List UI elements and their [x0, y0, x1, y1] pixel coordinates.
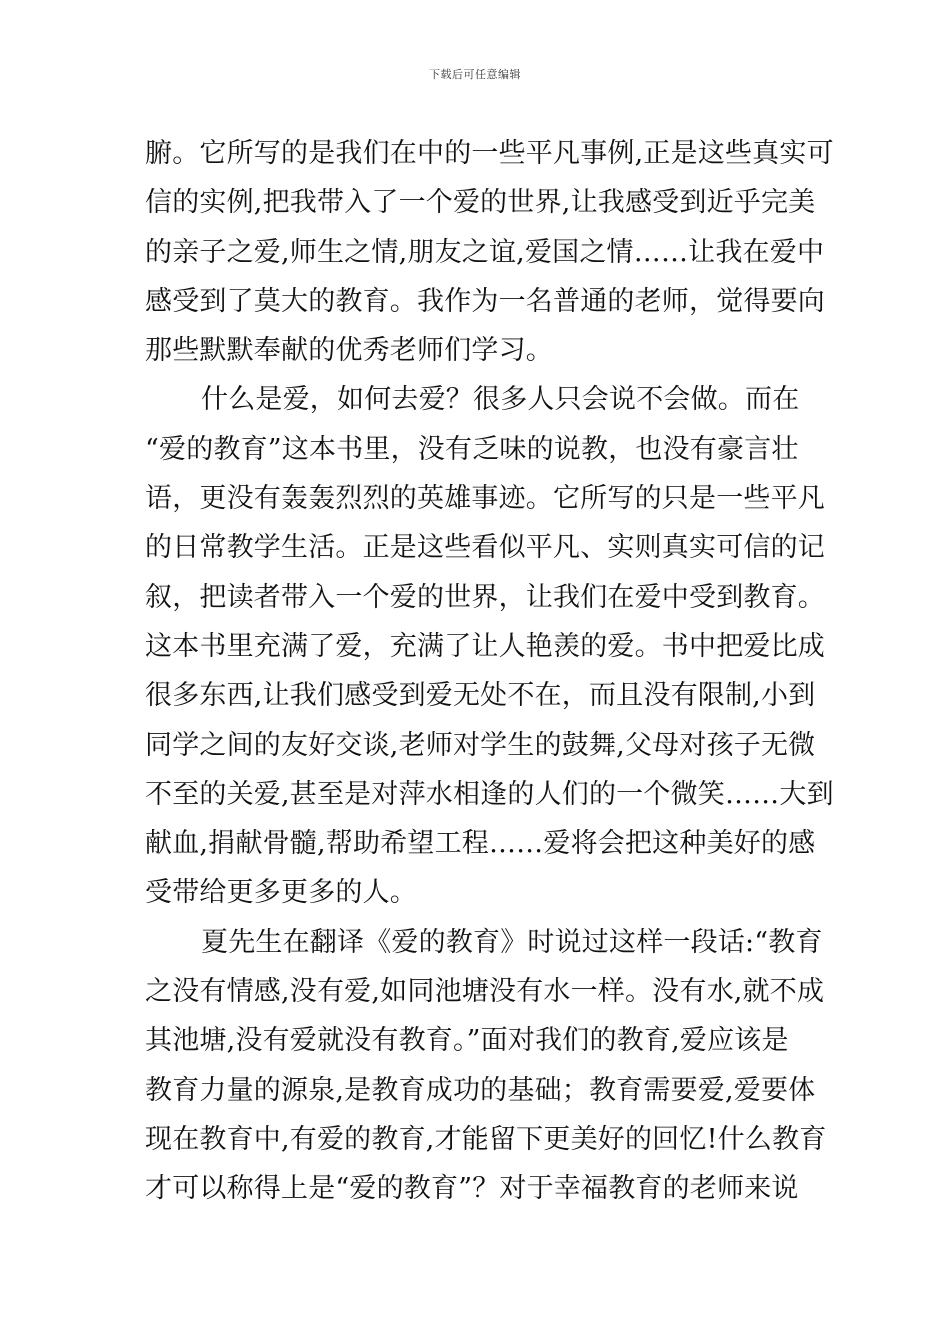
text-line: 现在教育中,有爱的教育,才能留下更美好的回忆!什么教育 [145, 1123, 827, 1155]
text-line: 信的实例,把我带入了一个爱的世界,让我感受到近乎完美 [145, 187, 816, 219]
text-line: 受带给更多更多的人。 [145, 877, 417, 909]
text-line: 教育力量的源泉,是教育成功的基础；教育需要爱,爱要体 [145, 1074, 816, 1106]
text-line: 之没有情感,没有爱,如同池塘没有水一样。没有水,就不成 [145, 976, 825, 1008]
text-line: 同学之间的友好交谈,老师对学生的鼓舞,父母对孩子无微 [145, 729, 816, 761]
text-line: 不至的关爱,甚至是对萍水相逢的人们的一个微笑……大到 [145, 778, 834, 810]
text-line: “爱的教育”这本书里，没有乏味的说教，也没有豪言壮 [145, 433, 799, 465]
text-line: 的亲子之爱,师生之情,朋友之谊,爱国之情……让我在爱中 [145, 236, 825, 268]
text-line: 腑。它所写的是我们在中的一些平凡事例,正是这些真实可 [145, 138, 834, 169]
document-body [145, 129, 834, 1214]
paragraph-2 [145, 375, 834, 917]
text-line: 献血,捐献骨髓,帮助希望工程……爱将会把这种美好的感 [145, 828, 816, 860]
text-line: 才可以称得上是“爱的教育”？对于幸福教育的老师来说 [145, 1173, 799, 1205]
paragraph-1 [145, 129, 834, 375]
text-line: 夏先生在翻译《爱的教育》时说过这样一段话:“教育 [201, 926, 823, 958]
text-line: 感受到了莫大的教育。我作为一名普通的老师，觉得要向 [145, 285, 825, 317]
text-line: 语，更没有轰轰烈烈的英雄事迹。它所写的只是一些平凡 [145, 483, 825, 515]
text-line: 那些默默奉献的优秀老师们学习。 [145, 335, 553, 367]
paragraph-3 [145, 918, 827, 1214]
text-line: 其池塘,没有爱就没有教育。”面对我们的教育,爱应该是 [145, 1025, 789, 1057]
text-line: 什么是爱，如何去爱？很多人只会说不会做。而在 [201, 384, 800, 416]
text-line: 这本书里充满了爱，充满了让人艳羡的爱。书中把爱比成 [145, 630, 825, 662]
text-line: 很多东西,让我们感受到爱无处不在，而且没有限制,小到 [145, 680, 816, 712]
text-line: 叙，把读者带入一个爱的世界，让我们在爱中受到教育。 [145, 581, 825, 613]
page-header: 下载后可任意编辑 [429, 68, 521, 81]
text-line: 的日常教学生活。正是这些看似平凡、实则真实可信的记 [145, 532, 825, 564]
